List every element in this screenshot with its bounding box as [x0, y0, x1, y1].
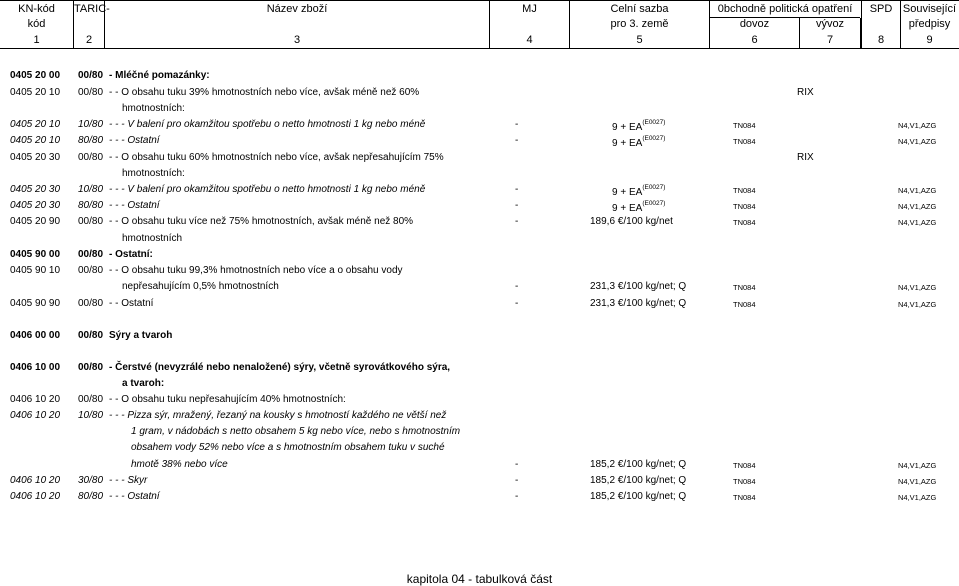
kn-code-cell: 0406 10 20 [10, 394, 61, 405]
kn-code-cell: 0406 10 20 [10, 475, 61, 486]
taric-code-cell: 80/80 [78, 135, 104, 146]
header-label: 0bchodně politická opatření [710, 1, 860, 18]
header-number: 2 [85, 34, 93, 46]
duty-rate-value: 231,3 €/100 kg/net; Q [590, 281, 687, 292]
import-measure-cell: TN084 [733, 493, 756, 502]
goods-description-cell: hmotě 38% nebo více [131, 459, 228, 470]
table-row [0, 182, 959, 198]
kn-code-cell: 0405 20 00 [10, 70, 61, 81]
import-measure-cell: TN084 [733, 202, 756, 211]
header-number: 9 [926, 34, 933, 46]
taric-code-cell: 00/80 [78, 70, 104, 81]
unit-cell: - [515, 298, 519, 309]
kn-code-cell: 0406 10 20 [10, 410, 61, 421]
table-row [0, 68, 959, 84]
footnote-reference: (E0027) [642, 184, 666, 191]
taric-code-cell: 30/80 [78, 475, 104, 486]
goods-description-cell: a tvaroh: [122, 378, 165, 389]
header-label: pro 3. země [610, 18, 669, 30]
goods-description-cell: nepřesahujícím 0,5% hmotnostních [122, 281, 279, 292]
taric-code-cell: 00/80 [78, 362, 104, 373]
import-measure-cell: TN084 [733, 300, 756, 309]
table-row [0, 408, 959, 424]
rix-measure-cell: RIX [797, 87, 814, 98]
import-measure-cell: TN084 [733, 283, 756, 292]
duty-rate-cell [590, 475, 686, 486]
kn-code-cell: 0405 20 30 [10, 152, 61, 163]
duty-rate-value: 9 + EA [612, 122, 643, 133]
table-row [0, 231, 959, 247]
import-measure-cell: TN084 [733, 137, 756, 146]
related-regulations-cell: N4,V1,AZG [898, 218, 937, 227]
duty-rate-value: 189,6 €/100 kg/net [590, 216, 673, 227]
goods-description-cell: hmotnostních [122, 233, 183, 244]
goods-description-cell: - Čerstvé (nevyzrálé nebo nenaložené) sýry, včetně syrovátkového sýra, [109, 362, 451, 373]
duty-rate-cell [612, 135, 665, 149]
goods-description-cell: - - - Ostatní [109, 200, 160, 211]
kn-code-cell: 0406 10 00 [10, 362, 61, 373]
header-label: dovoz [739, 18, 770, 30]
table-row [0, 376, 959, 392]
unit-cell: - [515, 184, 519, 195]
kn-code-cell: 0405 90 90 [10, 298, 61, 309]
import-measure-cell: TN084 [733, 477, 756, 486]
table-row [0, 457, 959, 473]
duty-rate-cell [612, 119, 665, 133]
goods-description-cell: Sýry a tvaroh [109, 330, 173, 341]
table-row [0, 440, 959, 456]
goods-description-cell: - - - Ostatní [109, 135, 160, 146]
import-measure-cell: TN084 [733, 186, 756, 195]
duty-rate-value: 185,2 €/100 kg/net; Q [590, 475, 687, 486]
taric-code-cell: 10/80 [78, 184, 104, 195]
table-row [0, 247, 959, 263]
table-row [0, 150, 959, 166]
duty-rate-cell [590, 216, 673, 227]
header-number: 1 [33, 34, 40, 46]
duty-rate-value: 185,2 €/100 kg/net; Q [590, 491, 687, 502]
duty-rate-value: 231,3 €/100 kg/net; Q [590, 298, 687, 309]
related-regulations-cell: N4,V1,AZG [898, 283, 937, 292]
unit-cell: - [515, 216, 519, 227]
duty-rate-cell [612, 184, 665, 198]
duty-rate-cell [590, 459, 686, 470]
header-label: KN-kód [18, 3, 55, 15]
taric-code-cell: 00/80 [78, 330, 104, 341]
related-regulations-cell: N4,V1,AZG [898, 137, 937, 146]
goods-description-cell: - - - V balení pro okamžitou spotřebu o netto hmotnosti 1 kg nebo méně [109, 184, 426, 195]
goods-description-cell: obsahem vody 52% nebo více a s hmotnostním obsahem tuku v suché [131, 442, 445, 453]
kn-code-cell: 0405 90 00 [10, 249, 61, 260]
kn-code-cell: 0405 90 10 [10, 265, 61, 276]
taric-code-cell: 80/80 [78, 491, 104, 502]
header-taric [74, 1, 110, 48]
header-kn [0, 1, 74, 48]
kn-code-cell: 0405 20 30 [10, 184, 61, 195]
header-number: 7 [826, 34, 834, 46]
unit-cell: - [515, 459, 519, 470]
import-measure-cell: TN084 [733, 461, 756, 470]
table-row [0, 328, 959, 344]
table-row [0, 360, 959, 376]
table-row [0, 117, 959, 133]
table-row [0, 198, 959, 214]
goods-description-cell: hmotnostních: [122, 168, 185, 179]
goods-description-cell: - Mléčné pomazánky: [109, 70, 210, 81]
table-row [0, 489, 959, 505]
taric-code-cell: 10/80 [78, 410, 104, 421]
goods-description-cell: 1 gram, v nádobách s netto obsahem 5 kg nebo více, nebo s hmotnostním [131, 426, 461, 437]
header-number: 3 [293, 34, 301, 46]
related-regulations-cell: N4,V1,AZG [898, 300, 937, 309]
header-number: 4 [526, 34, 533, 46]
taric-code-cell: 10/80 [78, 119, 104, 130]
duty-rate-cell [590, 491, 686, 502]
table-row [0, 85, 959, 101]
duty-rate-value: 185,2 €/100 kg/net; Q [590, 459, 687, 470]
import-measure-cell: TN084 [733, 218, 756, 227]
duty-rate-cell [590, 298, 686, 309]
header-number: 5 [636, 34, 643, 46]
related-regulations-cell: N4,V1,AZG [898, 477, 937, 486]
import-measure-cell: TN084 [733, 121, 756, 130]
goods-description-cell: - - - Ostatní [109, 491, 160, 502]
header-number: 8 [877, 34, 885, 46]
kn-code-cell: 0406 10 20 [10, 491, 61, 502]
taric-code-cell: 00/80 [78, 298, 104, 309]
rix-measure-cell: RIX [797, 152, 814, 163]
kn-code-cell: 0405 20 10 [10, 87, 61, 98]
goods-description-cell: - - - Pizza sýr, mražený, řezaný na kousky s hmotností každého ne větší než [109, 410, 447, 421]
duty-rate-cell [612, 200, 665, 214]
goods-description-cell: - - Ostatní [109, 298, 154, 309]
goods-description-cell: - - O obsahu tuku více než 75% hmotnostních, avšak méně než 80% [109, 216, 414, 227]
goods-description-cell: hmotnostních: [122, 103, 185, 114]
unit-cell: - [515, 491, 519, 502]
related-regulations-cell: N4,V1,AZG [898, 493, 937, 502]
table-row [0, 473, 959, 489]
header-label: Související [902, 3, 957, 15]
kn-code-cell: 0405 20 10 [10, 135, 61, 146]
unit-cell: - [515, 119, 519, 130]
header-spd [861, 1, 901, 48]
kn-code-cell: 0405 20 90 [10, 216, 61, 227]
related-regulations-cell: N4,V1,AZG [898, 121, 937, 130]
header-label: Celní sazba [610, 3, 669, 15]
footnote-reference: (E0027) [642, 135, 666, 142]
header-label: kód [27, 18, 46, 30]
table-row [0, 263, 959, 279]
duty-rate-value: 9 + EA [612, 138, 643, 149]
taric-code-cell: 00/80 [78, 152, 104, 163]
goods-description-cell: - - O obsahu tuku 99,3% hmotnostních nebo více a o obsahu vody [109, 265, 403, 276]
page-footer: kapitola 04 - tabulková část [406, 572, 553, 586]
goods-description-cell: - - - Skyr [109, 475, 148, 486]
duty-rate-value: 9 + EA [612, 187, 643, 198]
unit-cell: - [515, 135, 519, 146]
taric-code-cell: 00/80 [78, 249, 104, 260]
taric-code-cell: 00/80 [78, 87, 104, 98]
related-regulations-cell: N4,V1,AZG [898, 186, 937, 195]
header-label: SPD [869, 3, 893, 15]
header-name [105, 1, 490, 48]
related-regulations-cell: N4,V1,AZG [898, 202, 937, 211]
goods-description-cell: - - - V balení pro okamžitou spotřebu o netto hmotnosti 1 kg nebo méně [109, 119, 426, 130]
table-row [0, 166, 959, 182]
footnote-reference: (E0027) [642, 200, 666, 207]
header-rate [570, 1, 710, 48]
taric-code-cell: 80/80 [78, 200, 104, 211]
unit-cell: - [515, 475, 519, 486]
table-row [0, 133, 959, 149]
table-header [0, 0, 959, 49]
taric-code-cell: 00/80 [78, 265, 104, 276]
goods-description-cell: - - O obsahu tuku 60% hmotnostních nebo více, avšak nepřesahujícím 75% [109, 152, 444, 163]
duty-rate-value: 9 + EA [612, 203, 643, 214]
header-label: TARIC- [74, 3, 110, 15]
table-row [0, 296, 959, 312]
header-label: MJ [522, 3, 537, 15]
header-label: Název zboží [266, 3, 328, 15]
goods-description-cell: - - O obsahu tuku 39% hmotnostních nebo více, avšak méně než 60% [109, 87, 420, 98]
goods-description-cell: - Ostatní: [109, 249, 153, 260]
header-label: předpisy [908, 18, 951, 30]
header-export [800, 18, 861, 48]
header-related [900, 1, 959, 48]
header-import [710, 18, 800, 48]
related-regulations-cell: N4,V1,AZG [898, 461, 937, 470]
unit-cell: - [515, 200, 519, 211]
footnote-reference: (E0027) [642, 119, 666, 126]
header-label: vývoz [815, 18, 845, 30]
header-number: 6 [751, 34, 758, 46]
taric-code-cell: 00/80 [78, 216, 104, 227]
kn-code-cell: 0405 20 30 [10, 200, 61, 211]
duty-rate-cell [590, 281, 686, 292]
table-row [0, 279, 959, 295]
unit-cell: - [515, 281, 519, 292]
table-row [0, 392, 959, 408]
kn-code-cell: 0406 00 00 [10, 330, 61, 341]
table-row [0, 214, 959, 230]
table-row [0, 101, 959, 117]
taric-code-cell: 00/80 [78, 394, 104, 405]
table-row [0, 424, 959, 440]
goods-description-cell: - - O obsahu tuku nepřesahujícím 40% hmotnostních: [109, 394, 346, 405]
kn-code-cell: 0405 20 10 [10, 119, 61, 130]
header-mj [490, 1, 570, 48]
